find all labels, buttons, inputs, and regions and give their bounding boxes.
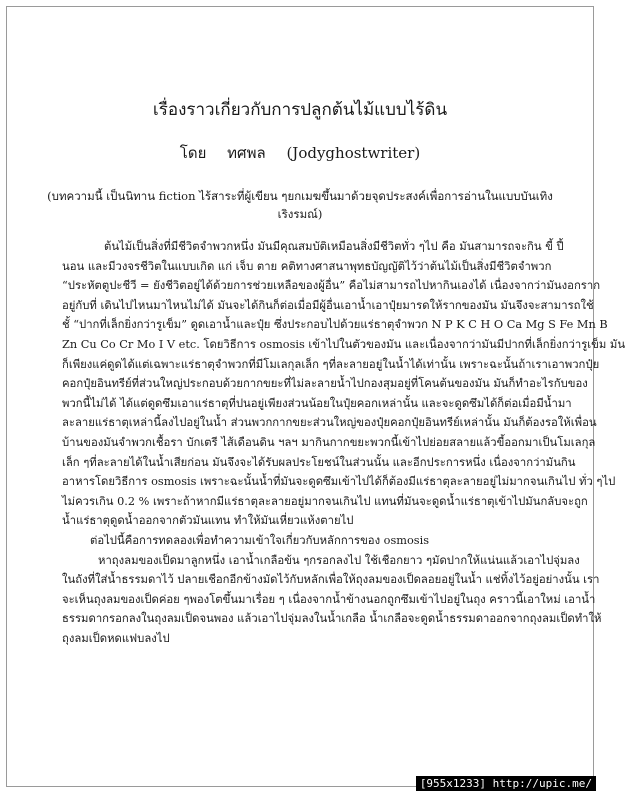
- paragraph-2: [62, 531, 544, 551]
- author-alias: (Jodyghostwriter): [286, 144, 421, 162]
- disclaimer-note: (บทความนี้ เป็นนิทาน fiction ไร้สาระที่ผู้เขียน ๆยกเมฆขึ้นมาด้วยจุดประสงค์เพื่อการอ่านในแบบบันเทิงเริงรมณ์): [47, 189, 553, 221]
- author-line: [0, 141, 600, 165]
- text-line: ต้นไม้เป็นสิ่งที่มีชีวิตจำพวกหนึ่ง มันมีคุณสมบัติเหมือนสิ่งมีชีวิตทั่ว ๆไป คือ มันสามารถจะกิน ขี้ ปี้: [104, 240, 564, 253]
- text-line: คอกปุ๋ยอินทรีย์ที่ส่วนใหญ่ประกอบด้วยกากขยะที่ไม่ละลายน้ำไปกองสุมอยู่ที่โคนต้นของมัน มันก็ทำอะไรกับของ: [62, 377, 588, 391]
- author-prefix: โดย: [179, 144, 207, 162]
- text-line: จะเห็นถุงลมของเป็ดค่อย ๆพองโตขึ้นมาเรื่อย ๆ เนื่องจากน้ำข้างนอกถูกซึมเข้าไปอยู่ในถุง คราวนี้เอาใหม่ เอาน้ำ: [62, 592, 596, 606]
- text-line: พวกนี้ไม่ได้ ได้แต่ดูดซึมเอาแร่ธาตุที่ปนอยู่เพียงส่วนน้อยในปุ๋ยคอกเหล่านั้น และจะดูดซึมได้ก็ต่อเมื่อมีน้ำมา: [62, 396, 572, 410]
- image-source-tag: [955x1233] http://upic.me/: [416, 776, 596, 791]
- author-name: ทศพล: [227, 144, 266, 162]
- text-line: ต่อไปนี้คือการทดลองเพื่อทำความเข้าใจเกี่ยวกับหลักการของ osmosis: [90, 533, 430, 547]
- text-line: หาถุงลมของเป็ดมาลูกหนึ่ง เอาน้ำเกลือข้น ๆกรอกลงไป ใช้เชือกยาว ๆมัดปากให้แน่นแล้วเอาไปจุ่มลง: [98, 553, 580, 567]
- text-line: Zn Cu Co Cr Mo I V etc. โดยวิธีการ osmosis เข้าไปในตัวของมัน และเนื่องจากว่ามันมีปากที่เล็กยิ่งกว่ารูเข็ม มัน: [62, 337, 625, 351]
- text-line: ธรรมดากรอกลงในถุงลมเป็ดจนพอง แล้วเอาไปจุ่มลงในน้ำเกลือ น้ำเกลือจะดูดน้ำธรรมดาออกจากถุงลมเป็ดทำให้: [62, 612, 602, 626]
- text-line: “ประหัตตูปะชีวี = ยังชีวิตอยู่ได้ด้วยการช่วยเหลือของผู้อื่น” คือไม่สามารถไปหากินเองได้ เนื่องจากว่ามันงอกราก: [62, 279, 601, 293]
- paragraph-1: [62, 237, 625, 531]
- text-line: ละลายแร่ธาตุเหล่านี้ลงไปอยู่ในน้ำ ส่วนพวกกากขยะส่วนใหญ่ของปุ๋ยคอกปุ๋ยอินทรีย์เหล่านั้น มันก็ต้องรอให้เพื่อน: [62, 416, 597, 430]
- text-line: ก็เพียงแค่ดูดได้แต่เฉพาะแร่ธาตุจำพวกที่มีโมเลกุลเล็ก ๆที่ละลายอยู่ในน้ำได้เท่านั้น เพราะฉะนั้นถ้าเราเอาพวกปุ๋ย: [62, 357, 600, 371]
- text-line: อาหารโดยวิธีการ osmosis เพราะฉะนั้นน้ำที่มันจะดูดซึมเข้าไปได้ก็ต้องมีแร่ธาตุละลายอยู่ไม่มากจนเกินไป ทั่ว ๆไป: [62, 475, 616, 489]
- text-line: อยู่กับที่ เดินไปไหนมาไหนไม่ได้ มันจะได้กินก็ต่อเมื่อมีผู้อื่นเอาน้ำเอาปุ๋ยมารดให้รากของมัน มันจึงจะสามารถใช้: [62, 298, 594, 312]
- text-line: ถุงลมเป็ดหดแฟบลงไป: [62, 631, 170, 645]
- document-body: [62, 237, 625, 648]
- text-line: บ้านของมันจำพวกเชื้อรา บักเตรี ไส้เดือนดิน ฯลฯ มากินกากขยะพวกนี้เข้าไปย่อยสลายแล้วขี้ออกมาเป็นโมเลกุล: [62, 435, 596, 449]
- text-line: เล็ก ๆที่ละลายได้ในน้ำเสียก่อน มันจึงจะได้รับผลประโยชน์ในส่วนนั้น และอีกประการหนึ่ง เนื่องจากว่ามันกิน: [62, 455, 576, 469]
- text-line: ไม่ควรเกิน 0.2 % เพราะถ้าหากมีแร่ธาตุละลายอยู่มากจนเกินไป แทนที่มันจะดูดน้ำแร่ธาตุเข้าไปมันกลับจะถูก: [62, 494, 588, 508]
- document-title: เรื่องราวเกี่ยวกับการปลูกต้นไม้แบบไร้ดิน: [152, 100, 448, 120]
- text-line: ชั้ “ปากที่เล็กยิ่งกว่ารูเข็ม” ดูดเอาน้ำและปุ๋ย ซึ่งประกอบไปด้วยแร่ธาตุจำพวก N P K C H O Ca Mg S Fe Mn B: [62, 318, 608, 332]
- text-line: น้ำแร่ธาตุดูดน้ำออกจากตัวมันแทน ทำให้มันเหี่ยวแห้งตายไป: [62, 514, 354, 528]
- text-line: นอน และมีวงจรชีวิตในแบบเกิด แก่ เจ็บ ตาย คติทางศาสนาพุทธบัญญัติไว้ว่าต้นไม้เป็นสิ่งมีชีวิตจำพวก: [62, 259, 552, 273]
- text-line: ในถังที่ใส่น้ำธรรมดาไว้ ปลายเชือกอีกข้างมัดไว้กับหลักเพื่อให้ถุงลมของเป็ดลอยอยู่ในน้ำ แช่ทิ้งไว้อยู่อย่างนั้น เรา: [62, 573, 600, 587]
- paragraph-3: [62, 551, 602, 649]
